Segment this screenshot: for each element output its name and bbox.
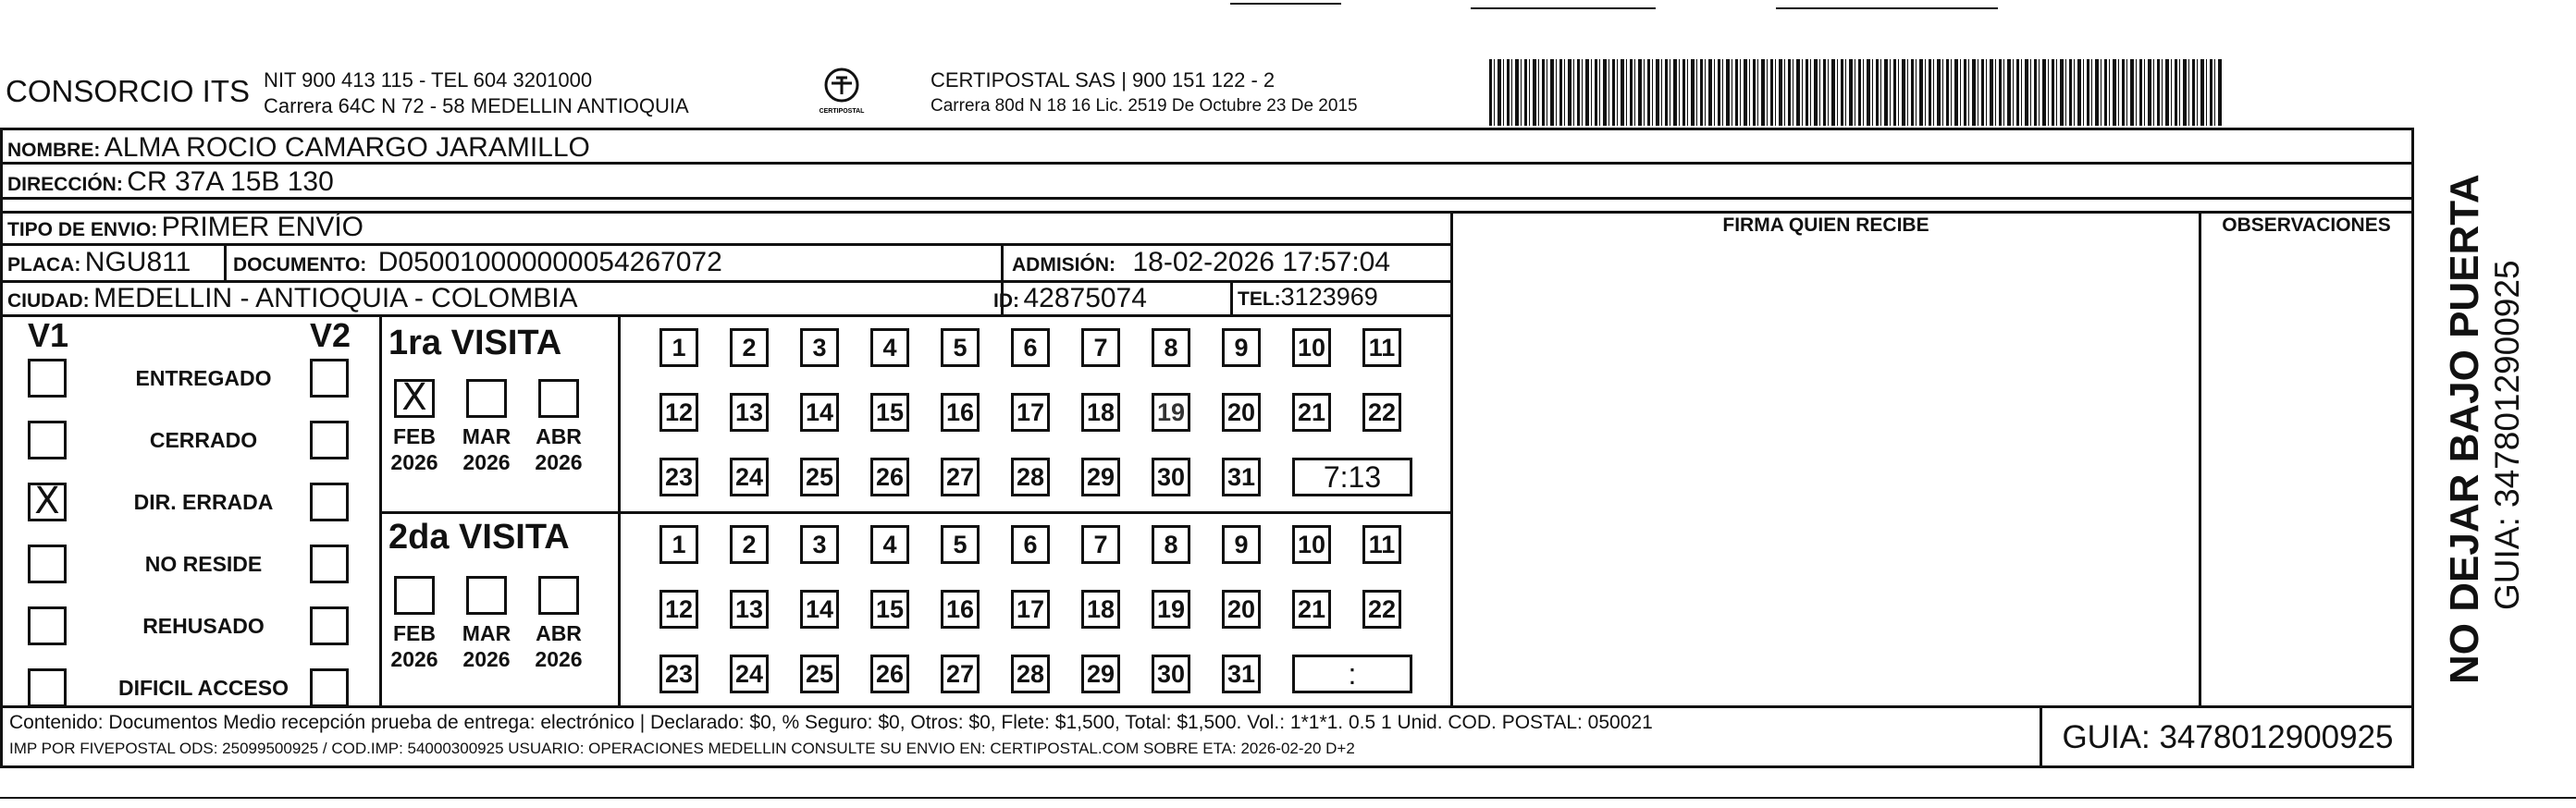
day-box[interactable]: 27 <box>941 655 980 693</box>
documento-value: D050010000000054267072 <box>377 247 722 277</box>
scan-artifact <box>0 797 2576 799</box>
direccion-label: DIRECCIÓN: <box>7 174 123 195</box>
day-box[interactable]: 31 <box>1222 458 1261 496</box>
documento-label: DOCUMENTO: <box>233 254 367 275</box>
frame-line <box>0 197 2414 200</box>
day-box[interactable]: 15 <box>870 393 909 432</box>
v1-checkbox[interactable] <box>28 359 67 398</box>
day-box[interactable]: 19 <box>1152 590 1190 629</box>
month-checkbox[interactable] <box>538 379 579 418</box>
footer-impresion: IMP POR FIVEPOSTAL ODS: 25099500925 / COD.IMP: 54000300925 USUARIO: OPERACIONES MEDELLIN CONSULTE SU ENVIO EN: CERTIPOSTAL.COM SOBRE ETA: 2026-02-20 D+2 <box>9 740 1355 757</box>
admision-label: ADMISIÓN: <box>1012 254 1115 275</box>
company-address: Carrera 64C N 72 - 58 MEDELLIN ANTIOQUIA <box>264 94 689 117</box>
v2-checkbox[interactable] <box>310 668 349 707</box>
day-box[interactable]: 11 <box>1362 525 1401 564</box>
day-box[interactable]: 8 <box>1152 328 1190 367</box>
day-box[interactable]: 15 <box>870 590 909 629</box>
company-nit: NIT 900 413 115 - TEL 604 3201000 <box>264 68 593 92</box>
frame-line <box>0 765 2414 768</box>
day-box[interactable]: 23 <box>659 458 698 496</box>
tipo-row <box>7 212 364 243</box>
id-value: 42875074 <box>1023 283 1147 313</box>
svg-text:CERTIPOSTAL: CERTIPOSTAL <box>819 108 865 115</box>
day-box[interactable]: 11 <box>1362 328 1401 367</box>
month-label: ABR <box>536 621 582 645</box>
status-label: DIFICIL ACCESO <box>117 676 289 700</box>
frame-line <box>379 511 1452 514</box>
placa-label: PLACA: <box>7 254 81 275</box>
v2-checkbox[interactable] <box>310 483 349 521</box>
frame-line <box>1230 280 1233 314</box>
day-box[interactable]: 14 <box>800 590 839 629</box>
year-label: 2026 <box>462 450 511 474</box>
documento-row <box>233 247 722 278</box>
month-label: FEB <box>393 424 436 448</box>
day-box[interactable]: 12 <box>659 393 698 432</box>
barcode <box>1489 59 2222 126</box>
v1-checkbox[interactable]: X <box>28 483 67 521</box>
year-label: 2026 <box>390 647 438 671</box>
year-label: 2026 <box>462 647 511 671</box>
placa-row <box>7 247 191 278</box>
frame-line <box>224 243 227 280</box>
carrier-address: Carrera 80d N 18 16 Lic. 2519 De Octubre 23 De 2015 <box>931 96 1358 116</box>
day-box[interactable]: 13 <box>730 393 769 432</box>
month-checkbox[interactable] <box>394 576 435 615</box>
day-box[interactable]: 9 <box>1222 525 1261 564</box>
day-box[interactable]: 5 <box>941 525 980 564</box>
day-box[interactable]: 2 <box>730 525 769 564</box>
frame-line <box>0 314 1452 317</box>
time-box[interactable]: : <box>1292 655 1412 693</box>
day-box[interactable]: 20 <box>1222 393 1261 432</box>
day-box[interactable]: 9 <box>1222 328 1261 367</box>
frame-line <box>2040 705 2042 765</box>
day-box[interactable]: 28 <box>1011 655 1050 693</box>
day-box[interactable]: 5 <box>941 328 980 367</box>
nombre-value: ALMA ROCIO CAMARGO JARAMILLO <box>104 132 590 163</box>
direccion-row <box>7 166 334 198</box>
day-box[interactable]: 24 <box>730 458 769 496</box>
v2-header: V2 <box>310 316 351 354</box>
v1-checkbox[interactable] <box>28 421 67 459</box>
day-box[interactable]: 31 <box>1222 655 1261 693</box>
day-box[interactable]: 6 <box>1011 328 1050 367</box>
day-box[interactable]: 27 <box>941 458 980 496</box>
tipo-label: TIPO DE ENVIO: <box>7 219 158 240</box>
day-box[interactable]: 2 <box>730 328 769 367</box>
admision-value: 18-02-2026 17:57:04 <box>1132 247 1391 277</box>
day-box[interactable]: 13 <box>730 590 769 629</box>
day-box[interactable]: 21 <box>1292 590 1331 629</box>
day-box[interactable]: 12 <box>659 590 698 629</box>
day-box[interactable]: 1 <box>659 525 698 564</box>
ciudad-row <box>7 283 578 314</box>
firma-header: FIRMA QUIEN RECIBE <box>1722 214 1929 236</box>
day-box[interactable]: 25 <box>800 655 839 693</box>
day-box[interactable]: 3 <box>800 328 839 367</box>
frame-line <box>0 243 1452 246</box>
year-label: 2026 <box>390 450 438 474</box>
v1-checkbox[interactable] <box>28 606 67 645</box>
side-notice: NO DEJAR BAJO PUERTA <box>2442 174 2487 684</box>
certipostal-logo <box>814 65 869 120</box>
v1-checkbox[interactable] <box>28 545 67 583</box>
day-box[interactable]: 10 <box>1292 525 1331 564</box>
month-checkbox[interactable] <box>466 379 507 418</box>
day-box[interactable]: 29 <box>1081 458 1120 496</box>
day-box[interactable]: 23 <box>659 655 698 693</box>
side-guia: GUIA: 3478012900925 <box>2488 260 2526 610</box>
day-box[interactable]: 21 <box>1292 393 1331 432</box>
ciudad-label: CIUDAD: <box>7 290 90 312</box>
day-box[interactable]: 7 <box>1081 328 1120 367</box>
day-box[interactable]: 16 <box>941 590 980 629</box>
day-box[interactable]: 26 <box>870 458 909 496</box>
id-label: ID: <box>993 290 1019 312</box>
placa-value: NGU811 <box>84 247 191 277</box>
day-box[interactable]: 29 <box>1081 655 1120 693</box>
month-checkbox[interactable] <box>466 576 507 615</box>
scan-artifact <box>1230 3 1341 5</box>
id-row <box>993 283 1147 314</box>
v2-checkbox[interactable] <box>310 421 349 459</box>
day-box[interactable]: 20 <box>1222 590 1261 629</box>
status-label: ENTREGADO <box>135 366 272 390</box>
day-box[interactable]: 25 <box>800 458 839 496</box>
year-label: 2026 <box>535 450 583 474</box>
day-box[interactable]: 7 <box>1081 525 1120 564</box>
day-box[interactable]: 30 <box>1152 458 1190 496</box>
footer-guia: GUIA: 3478012900925 <box>2062 719 2394 755</box>
nombre-label: NOMBRE: <box>7 140 101 161</box>
scan-artifact <box>1471 7 1656 9</box>
direccion-value: CR 37A 15B 130 <box>127 166 334 197</box>
frame-line <box>0 128 2414 130</box>
frame-line <box>0 128 3 768</box>
day-box[interactable]: 16 <box>941 393 980 432</box>
visit1-title: 1ra VISITA <box>388 324 562 362</box>
admision-row <box>1012 247 1390 278</box>
footer-contenido: Contenido: Documentos Medio recepción prueba de entrega: electrónico | Declarado: $0, % Seguro: $0, Otros: $0, Flete: $1,500, Total: $1,500. Vol.: 1*1*1. 0.5 1 Unid. COD. POSTAL: 050021 <box>9 712 1653 733</box>
day-box[interactable]: 18 <box>1081 590 1120 629</box>
day-box[interactable]: 22 <box>1362 393 1401 432</box>
day-box[interactable]: 22 <box>1362 590 1401 629</box>
carrier-name: CERTIPOSTAL SAS | 900 151 122 - 2 <box>931 68 1276 92</box>
day-box[interactable]: 4 <box>870 525 909 564</box>
company-name: CONSORCIO ITS <box>6 74 251 108</box>
day-box[interactable]: 19 <box>1152 393 1190 432</box>
day-box[interactable]: 26 <box>870 655 909 693</box>
month-label: MAR <box>462 424 512 448</box>
v2-checkbox[interactable] <box>310 545 349 583</box>
day-box[interactable]: 14 <box>800 393 839 432</box>
v1-checkbox[interactable] <box>28 668 67 707</box>
frame-line <box>2199 211 2201 705</box>
status-label: REHUSADO <box>142 614 265 638</box>
scan-artifact <box>1776 7 1998 9</box>
tipo-value: PRIMER ENVÍO <box>161 212 364 242</box>
month-label: FEB <box>393 621 436 645</box>
status-label: DIR. ERRADA <box>133 490 274 514</box>
status-label: NO RESIDE <box>144 552 263 576</box>
nombre-row <box>7 132 590 164</box>
day-box[interactable]: 10 <box>1292 328 1331 367</box>
frame-line <box>1450 211 1453 705</box>
status-label: CERRADO <box>149 428 258 452</box>
year-label: 2026 <box>535 647 583 671</box>
day-box[interactable]: 18 <box>1081 393 1120 432</box>
month-checkbox[interactable] <box>538 576 579 615</box>
month-label: ABR <box>536 424 582 448</box>
day-box[interactable]: 17 <box>1011 590 1050 629</box>
tel-value: 3123969 <box>1280 283 1378 311</box>
v1-header: V1 <box>28 316 69 354</box>
day-box[interactable]: 8 <box>1152 525 1190 564</box>
ciudad-value: MEDELLIN - ANTIOQUIA - COLOMBIA <box>93 283 578 313</box>
tel-row <box>1238 283 1378 312</box>
day-box[interactable]: 28 <box>1011 458 1050 496</box>
day-box[interactable]: 1 <box>659 328 698 367</box>
day-box[interactable]: 6 <box>1011 525 1050 564</box>
day-box[interactable]: 4 <box>870 328 909 367</box>
month-label: MAR <box>462 621 512 645</box>
v2-checkbox[interactable] <box>310 606 349 645</box>
visit2-title: 2da VISITA <box>388 518 570 557</box>
tel-label: TEL: <box>1238 288 1281 310</box>
frame-line <box>618 314 621 705</box>
v2-checkbox[interactable] <box>310 359 349 398</box>
day-box[interactable]: 30 <box>1152 655 1190 693</box>
month-checkbox[interactable]: X <box>394 379 435 418</box>
day-box[interactable]: 24 <box>730 655 769 693</box>
observaciones-header: OBSERVACIONES <box>2222 214 2391 236</box>
day-box[interactable]: 3 <box>800 525 839 564</box>
frame-line <box>0 705 2414 708</box>
frame-line <box>2411 128 2414 768</box>
time-box[interactable]: 7:13 <box>1292 458 1412 496</box>
day-box[interactable]: 17 <box>1011 393 1050 432</box>
